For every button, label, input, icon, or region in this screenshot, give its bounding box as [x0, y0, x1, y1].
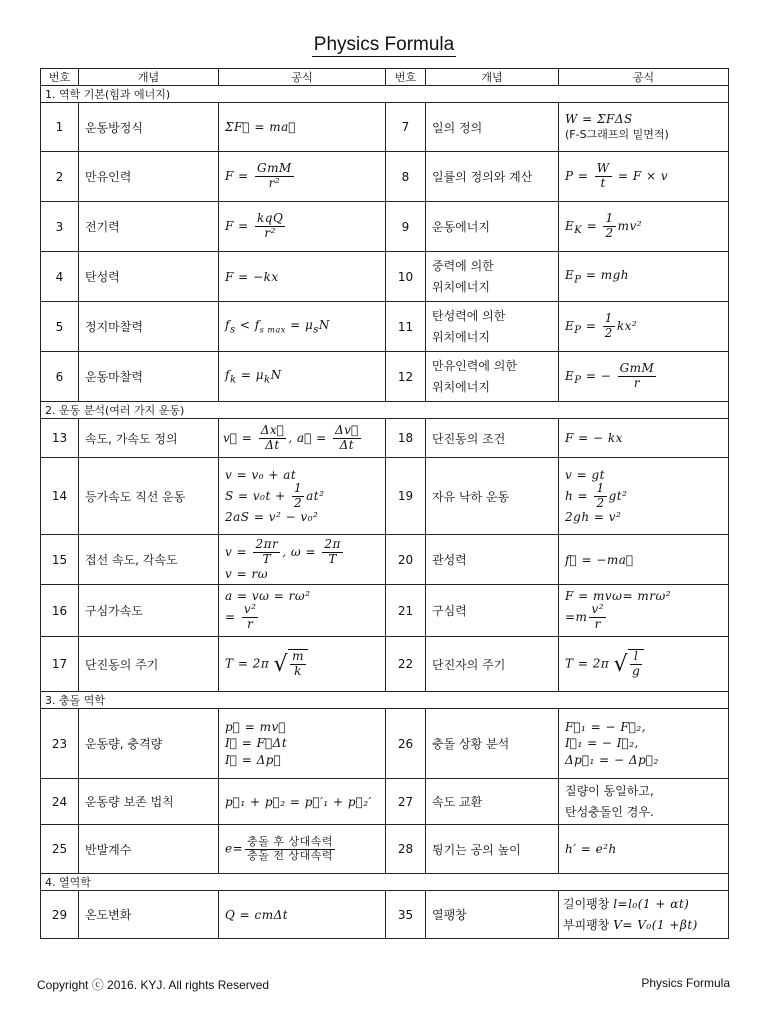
- fraction: [333, 424, 361, 453]
- formula-line: 질량이 동일하고,: [565, 783, 654, 798]
- numerator: kqQ: [257, 211, 284, 226]
- formula-line: I⃗ = F⃗Δt: [225, 736, 288, 751]
- formula-part: , ω =: [282, 545, 317, 559]
- concept-cell: 속도, 가속도 정의: [79, 419, 219, 458]
- formula-line: 2aS = v² − v₀²: [225, 510, 319, 525]
- subscript: k: [264, 374, 271, 386]
- row-number: 28: [386, 825, 426, 874]
- subscript: P: [574, 375, 582, 387]
- formula-part: = F × v: [617, 169, 669, 183]
- fraction: [255, 212, 285, 241]
- section-row: [41, 86, 729, 103]
- formula-part: v =: [225, 545, 248, 559]
- numerator: 2πr: [255, 537, 279, 552]
- concept-cell: 반발계수: [79, 825, 219, 874]
- formula-part: f: [225, 367, 230, 382]
- section-title: 3. 충돌 역학: [41, 692, 729, 709]
- concept-line: 만유인력에 의한: [432, 358, 517, 373]
- row-number: 4: [41, 252, 79, 302]
- concept-cell: 속도 교환: [426, 779, 559, 825]
- header-num-left: 번호: [41, 69, 79, 86]
- table-row: [41, 891, 729, 939]
- footer-title: Physics Formula: [641, 976, 730, 990]
- row-number: 26: [386, 709, 426, 779]
- formula-cell: [559, 103, 729, 152]
- concept-cell: 단진동의 주기: [79, 637, 219, 692]
- numerator: 1: [294, 480, 303, 495]
- formula-line: v = v₀ + at: [225, 467, 297, 482]
- formula-part: mv²: [617, 219, 643, 233]
- formula-part: T = 2π: [565, 656, 610, 671]
- formula-line: F⃗₁ = − F⃗₂,: [565, 720, 647, 735]
- formula-part: l=l₀(1 + αt): [613, 896, 690, 911]
- header-concept-right: 개념: [426, 69, 559, 86]
- concept-cell: 관성력: [426, 535, 559, 585]
- formula-part: < f: [239, 317, 260, 332]
- formula-cell: [559, 352, 729, 402]
- concept-cell: 정지마찰력: [79, 302, 219, 352]
- concept-cell: 운동마찰력: [79, 352, 219, 402]
- row-number: 17: [41, 637, 79, 692]
- formula-cell: Q = cmΔt: [219, 891, 386, 939]
- formula-cell: f⃗ = −ma⃗: [559, 535, 729, 585]
- denominator: r²: [264, 226, 276, 240]
- fraction: [290, 650, 306, 679]
- concept-cell: 운동에너지: [426, 202, 559, 252]
- concept-cell: 일의 정의: [426, 103, 559, 152]
- concept-line: 위치에너지: [432, 329, 490, 344]
- section-title: 2. 운동 분석(여러 가지 운동): [41, 402, 729, 419]
- row-number: 27: [386, 779, 426, 825]
- formula-cell: [559, 302, 729, 352]
- formula-cell: [559, 891, 729, 939]
- denominator: 2: [596, 495, 605, 510]
- fraction: [292, 482, 304, 511]
- numerator: m: [292, 649, 304, 664]
- row-number: 13: [41, 419, 79, 458]
- table-row: [41, 535, 729, 585]
- formula-part: V= V₀(1 +βt): [613, 917, 698, 932]
- subscript: P: [574, 274, 582, 286]
- concept-cell: 운동방정식: [79, 103, 219, 152]
- formula-line: v = rω: [225, 566, 268, 581]
- formula-cell: [219, 458, 386, 535]
- formula-part: E: [565, 319, 575, 333]
- table-row: [41, 637, 729, 692]
- row-number: 35: [386, 891, 426, 939]
- formula-part: =: [225, 610, 236, 624]
- denominator: r²: [268, 176, 281, 190]
- formula-part: = −: [585, 369, 612, 383]
- row-number: 18: [386, 419, 426, 458]
- formula-cell: [219, 302, 386, 352]
- concept-line: 중력에 의한: [432, 258, 494, 273]
- formula-part: N: [318, 317, 330, 332]
- row-number: 20: [386, 535, 426, 585]
- subscript: k: [229, 374, 237, 386]
- formula-line: F = mvω= mrω²: [565, 589, 672, 604]
- formula-part: N: [270, 367, 282, 382]
- section-title: 4. 열역학: [41, 874, 729, 891]
- table-row: [41, 302, 729, 352]
- section-row: [41, 402, 729, 419]
- radicand: [288, 649, 308, 679]
- row-number: 7: [386, 103, 426, 152]
- denominator: 2: [294, 495, 303, 510]
- formula-cell: [219, 825, 386, 874]
- formula-part: , a⃗ =: [288, 430, 327, 445]
- formula-line: [225, 482, 379, 511]
- table-row: [41, 103, 729, 152]
- concept-line: 탄성력에 의한: [432, 308, 506, 323]
- formula-table: [40, 68, 729, 939]
- formula-part: = μ: [240, 367, 265, 382]
- row-number: 23: [41, 709, 79, 779]
- copyright-text: Copyright ⓒ 2016. KYJ. All rights Reserved: [37, 978, 270, 992]
- formula-line: v = gt: [565, 467, 605, 482]
- formula-cell: [219, 709, 386, 779]
- concept-cell: 열팽창: [426, 891, 559, 939]
- fraction: [594, 482, 606, 511]
- concept-line: 위치에너지: [432, 379, 490, 394]
- row-number: 15: [41, 535, 79, 585]
- concept-cell: 구심력: [426, 585, 559, 637]
- formula-note: (F-S그래프의 밑면적): [565, 128, 669, 141]
- concept-cell: 구심가속도: [79, 585, 219, 637]
- formula-line: a = vω = rω²: [225, 589, 311, 604]
- formula-cell: [219, 202, 386, 252]
- table-row: [41, 779, 729, 825]
- header-formula-right: 공식: [559, 69, 729, 86]
- formula-cell: ΣF⃗ = ma⃗: [219, 103, 386, 152]
- subscript: s: [229, 324, 236, 336]
- denominator: T: [328, 552, 337, 566]
- row-number: 6: [41, 352, 79, 402]
- formula-part: = μ: [290, 317, 314, 332]
- numerator: Δv⃗: [335, 422, 359, 437]
- concept-cell: 온도변화: [79, 891, 219, 939]
- denominator: g: [632, 664, 641, 678]
- denominator: 2: [605, 226, 614, 240]
- concept-cell: 일률의 정의와 계산: [426, 152, 559, 202]
- fraction: [322, 538, 343, 567]
- subscript: P: [574, 325, 582, 337]
- formula-cell: [219, 535, 386, 585]
- formula-line: W = ΣFΔS: [565, 112, 633, 126]
- fraction: [255, 162, 294, 191]
- formula-line: 탄성충돌인 경우.: [565, 804, 654, 819]
- formula-part: S = v₀t +: [225, 488, 286, 503]
- concept-cell: 접선 속도, 각속도: [79, 535, 219, 585]
- section-row: [41, 874, 729, 891]
- fraction: [618, 362, 657, 391]
- formula-part: = mgh: [585, 267, 629, 282]
- row-number: 5: [41, 302, 79, 352]
- row-number: 10: [386, 252, 426, 302]
- section-row: [41, 692, 729, 709]
- fraction: [259, 424, 287, 453]
- numerator: v²: [591, 602, 605, 617]
- formula-cell: [559, 637, 729, 692]
- denominator: T: [262, 552, 272, 566]
- row-number: 9: [386, 202, 426, 252]
- header-concept-left: 개념: [79, 69, 219, 86]
- denominator: 충돌 전 상대속력: [247, 848, 334, 862]
- concept-cell: 운동량 보존 법칙: [79, 779, 219, 825]
- table-row: [41, 419, 729, 458]
- radical-sign: √: [273, 651, 289, 677]
- numerator: 2π: [324, 537, 341, 552]
- denominator: Δt: [339, 437, 355, 452]
- formula-line: [565, 603, 722, 632]
- concept-cell: 등가속도 직선 운동: [79, 458, 219, 535]
- row-number: 8: [386, 152, 426, 202]
- denominator: r: [594, 617, 601, 631]
- fraction: [245, 836, 335, 862]
- numerator: l: [630, 650, 642, 665]
- numerator: v²: [243, 602, 257, 617]
- concept-cell: 단진자의 주기: [426, 637, 559, 692]
- numerator: 1: [596, 480, 605, 495]
- formula-cell: [219, 352, 386, 402]
- row-number: 14: [41, 458, 79, 535]
- concept-cell: [426, 352, 559, 402]
- formula-part: P =: [565, 169, 589, 183]
- numerator: GmM: [619, 361, 655, 376]
- formula-cell: [219, 419, 386, 458]
- fraction: [595, 162, 612, 191]
- formula-line: [565, 482, 722, 511]
- formula-line: Δp⃗₁ = − Δp⃗₂: [565, 752, 659, 767]
- denominator: 2: [604, 326, 613, 340]
- formula-part: E: [565, 267, 575, 282]
- fraction: [242, 603, 259, 632]
- fraction: [603, 212, 615, 241]
- concept-line: 위치에너지: [432, 279, 490, 294]
- row-number: 25: [41, 825, 79, 874]
- formula-part: h =: [565, 488, 589, 503]
- formula-cell: [219, 152, 386, 202]
- page-title: Physics Formula: [313, 34, 455, 55]
- concept-cell: [426, 302, 559, 352]
- header-num-right: 번호: [386, 69, 426, 86]
- header-formula-left: 공식: [219, 69, 386, 86]
- formula-line: 2gh = v²: [565, 510, 622, 525]
- numerator: 1: [605, 211, 614, 226]
- subscript: K: [574, 225, 583, 237]
- table-row: [41, 152, 729, 202]
- section-title: 1. 역학 기본(힘과 에너지): [41, 86, 729, 103]
- formula-part: e=: [225, 841, 244, 856]
- formula-part: E: [565, 369, 575, 383]
- row-number: 21: [386, 585, 426, 637]
- formula-part: T = 2π: [225, 656, 270, 671]
- concept-cell: 자유 낙하 운동: [426, 458, 559, 535]
- row-number: 19: [386, 458, 426, 535]
- formula-part: f: [225, 317, 230, 332]
- table-row: [41, 252, 729, 302]
- formula-part: F =: [225, 169, 249, 183]
- row-number: 22: [386, 637, 426, 692]
- formula-label: 길이팽창: [563, 896, 610, 911]
- radical-sign: √: [613, 651, 629, 677]
- formula-part: gt²: [608, 488, 628, 503]
- row-number: 12: [386, 352, 426, 402]
- subscript: s: [313, 324, 319, 336]
- formula-cell: [219, 637, 386, 692]
- square-root: [274, 649, 308, 679]
- concept-cell: 단진동의 조건: [426, 419, 559, 458]
- formula-cell: F = − kx: [559, 419, 729, 458]
- formula-line: [563, 915, 724, 936]
- concept-cell: 만유인력: [79, 152, 219, 202]
- table-row: [41, 585, 729, 637]
- concept-cell: 전기력: [79, 202, 219, 252]
- table-row: [41, 458, 729, 535]
- formula-cell: [559, 458, 729, 535]
- header-row: [41, 69, 729, 86]
- table-row: [41, 825, 729, 874]
- numerator: 충돌 후 상대속력: [247, 834, 334, 848]
- subscript: s max: [259, 325, 286, 335]
- formula-label: 부피팽창: [563, 917, 610, 932]
- formula-part: =m: [565, 610, 588, 624]
- row-number: 11: [386, 302, 426, 352]
- concept-cell: [426, 252, 559, 302]
- formula-cell: [559, 585, 729, 637]
- square-root: [614, 649, 645, 679]
- row-number: 2: [41, 152, 79, 202]
- formula-cell: h′ = e²h: [559, 825, 729, 874]
- formula-cell: F = −kx: [219, 252, 386, 302]
- row-number: 3: [41, 202, 79, 252]
- denominator: k: [294, 664, 302, 678]
- fraction: [603, 312, 615, 341]
- fraction: [630, 650, 642, 679]
- formula-line: [225, 538, 379, 567]
- row-number: 1: [41, 103, 79, 152]
- formula-cell: [559, 709, 729, 779]
- formula-cell: [559, 202, 729, 252]
- concept-cell: 운동량, 충격량: [79, 709, 219, 779]
- formula-cell: p⃗₁ + p⃗₂ = p⃗′₁ + p⃗₂′: [219, 779, 386, 825]
- numerator: Δx⃗: [260, 422, 285, 437]
- formula-line: p⃗ = mv⃗: [225, 720, 286, 735]
- numerator: GmM: [257, 161, 292, 176]
- fraction: [589, 603, 606, 632]
- table-row: [41, 202, 729, 252]
- denominator: t: [600, 176, 606, 190]
- formula-part: =: [586, 219, 598, 233]
- formula-part: at²: [306, 488, 325, 503]
- table-row: [41, 352, 729, 402]
- concept-cell: 튕기는 공의 높이: [426, 825, 559, 874]
- formula-part: F =: [225, 219, 249, 233]
- fraction: [253, 538, 280, 567]
- concept-cell: 탄성력: [79, 252, 219, 302]
- row-number: 29: [41, 891, 79, 939]
- numerator: 1: [604, 311, 613, 326]
- row-number: 16: [41, 585, 79, 637]
- formula-part: v⃗ =: [223, 430, 253, 445]
- radicand: [628, 649, 644, 679]
- denominator: Δt: [265, 437, 280, 452]
- formula-cell: [219, 585, 386, 637]
- formula-part: kx²: [616, 319, 638, 333]
- formula-part: E: [565, 219, 575, 233]
- formula-cell: [559, 252, 729, 302]
- formula-line: I⃗ = Δp⃗: [225, 752, 282, 767]
- denominator: r: [247, 617, 254, 631]
- formula-line: [225, 603, 379, 632]
- formula-part: =: [585, 319, 597, 333]
- numerator: W: [596, 161, 610, 176]
- formula-cell: [559, 779, 729, 825]
- concept-cell: 충돌 상황 분석: [426, 709, 559, 779]
- denominator: r: [633, 376, 641, 390]
- row-number: 24: [41, 779, 79, 825]
- formula-cell: [559, 152, 729, 202]
- table-row: [41, 709, 729, 779]
- formula-line: I⃗₁ = − I⃗₂,: [565, 736, 639, 751]
- formula-line: [563, 894, 724, 915]
